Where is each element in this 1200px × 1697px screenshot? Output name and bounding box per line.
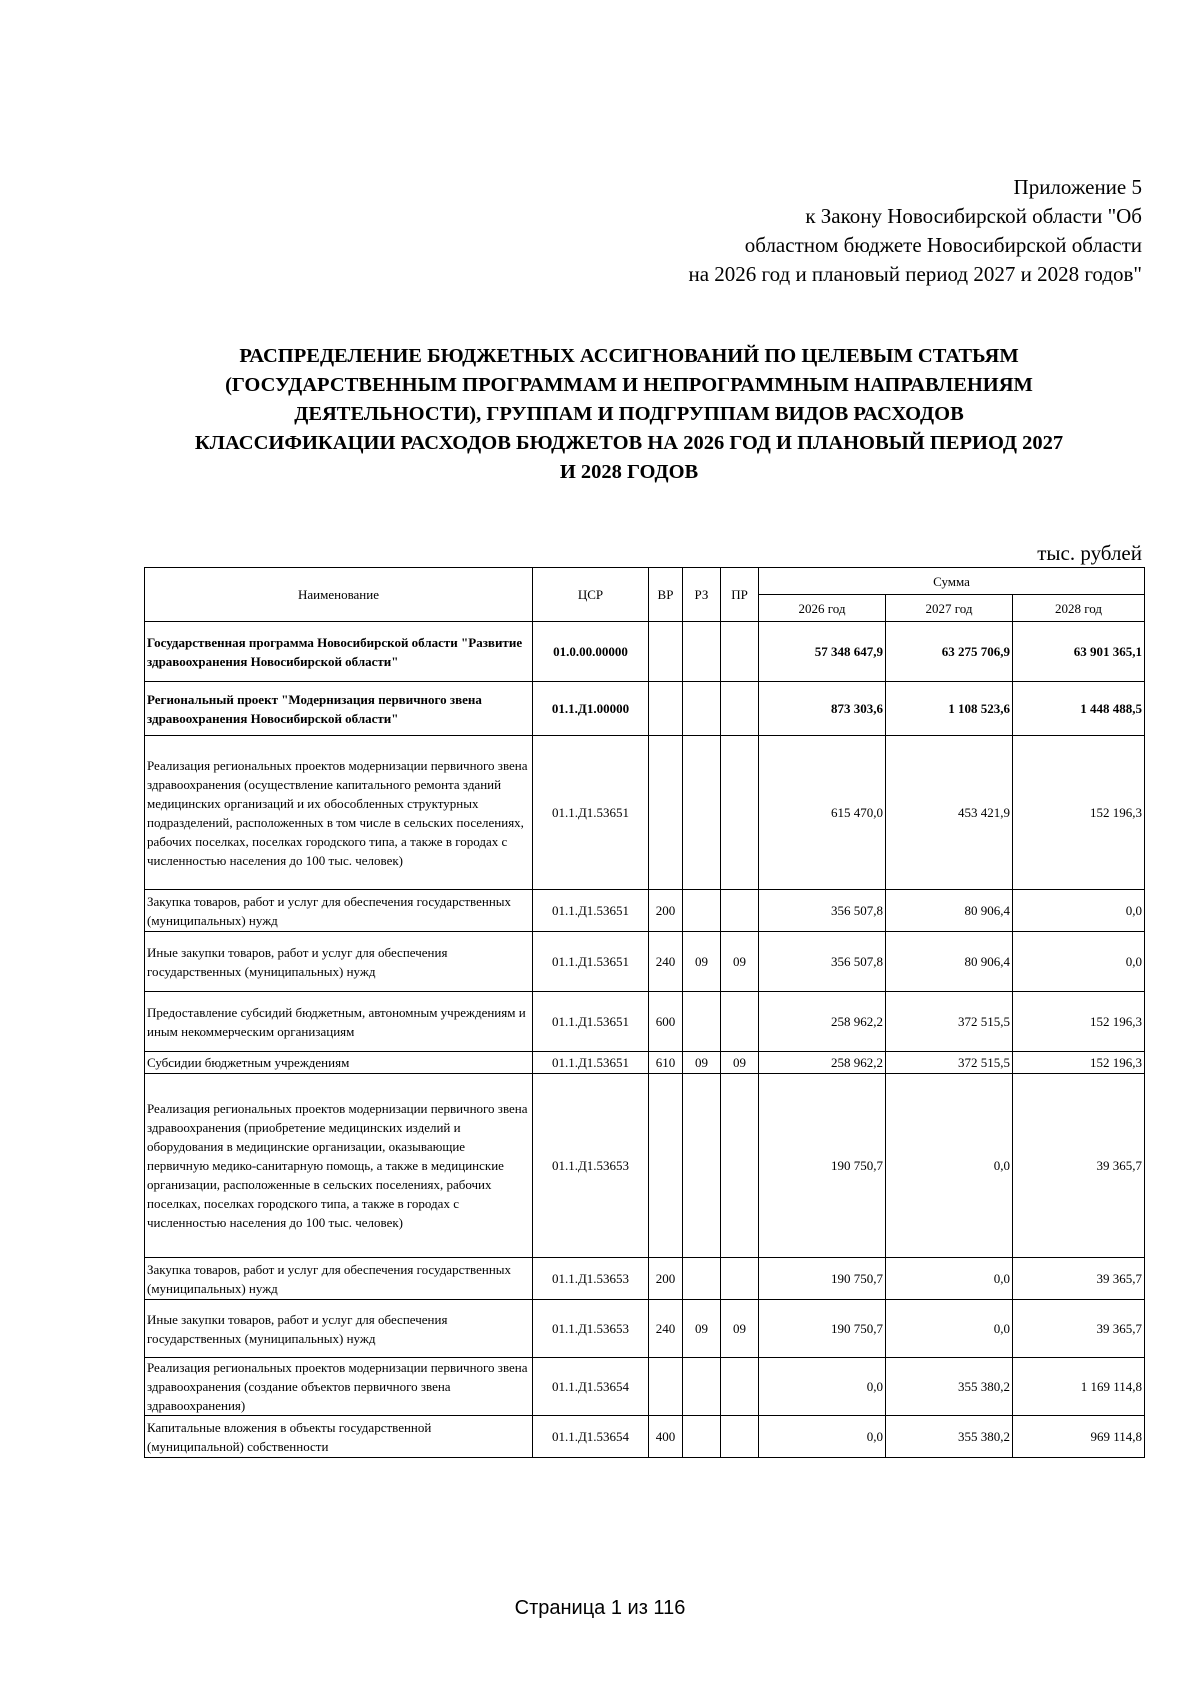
appendix-header: [688, 173, 1142, 289]
cell-rz: [683, 1074, 721, 1258]
cell-2027: 355 380,2: [886, 1416, 1013, 1458]
cell-2028: 0,0: [1013, 890, 1145, 932]
cell-2028: 152 196,3: [1013, 992, 1145, 1052]
cell-name: Реализация региональных проектов модернизации первичного звена здравоохранения (осуществление капитального ремонта зданий медицинских организаций и их обособленных структурных подразделений, расположенных в том числе в сельских поселениях, рабочих поселках, поселках городского типа, а также в городах с численностью населения до 100 тыс. человек): [145, 736, 533, 890]
cell-2026: 356 507,8: [759, 890, 886, 932]
header-year-2028: 2028 год: [1013, 595, 1145, 622]
cell-2026: 258 962,2: [759, 992, 886, 1052]
cell-rz: [683, 1258, 721, 1300]
cell-2026: 873 303,6: [759, 682, 886, 736]
cell-rz: [683, 1416, 721, 1458]
cell-2027: 372 515,5: [886, 1052, 1013, 1074]
cell-pr: [721, 1358, 759, 1416]
cell-rz: [683, 622, 721, 682]
cell-name: Государственная программа Новосибирской области "Развитие здравоохранения Новосибирской области": [145, 622, 533, 682]
cell-pr: [721, 1258, 759, 1300]
cell-name: Предоставление субсидий бюджетным, автономным учреждениям и иным некоммерческим организациям: [145, 992, 533, 1052]
cell-vr: 240: [649, 932, 683, 992]
cell-pr: [721, 682, 759, 736]
cell-vr: [649, 682, 683, 736]
cell-2028: 1 169 114,8: [1013, 1358, 1145, 1416]
cell-2026: 0,0: [759, 1416, 886, 1458]
cell-name: Реализация региональных проектов модернизации первичного звена здравоохранения (создание объектов первичного звена здравоохранения): [145, 1358, 533, 1416]
cell-2027: 453 421,9: [886, 736, 1013, 890]
table-row: [145, 1074, 1145, 1258]
appendix-law-line: областном бюджете Новосибирской области: [744, 233, 1142, 257]
cell-pr: 09: [721, 1300, 759, 1358]
cell-2027: 0,0: [886, 1074, 1013, 1258]
cell-name: Закупка товаров, работ и услуг для обеспечения государственных (муниципальных) нужд: [145, 890, 533, 932]
cell-rz: [683, 1358, 721, 1416]
cell-2026: 190 750,7: [759, 1074, 886, 1258]
cell-2028: 1 448 488,5: [1013, 682, 1145, 736]
cell-vr: [649, 622, 683, 682]
table-body: [145, 622, 1145, 1458]
cell-vr: [649, 1074, 683, 1258]
cell-csr: 01.1.Д1.53651: [533, 992, 649, 1052]
cell-2028: 39 365,7: [1013, 1300, 1145, 1358]
header-year-2027: 2027 год: [886, 595, 1013, 622]
cell-2026: 190 750,7: [759, 1300, 886, 1358]
cell-csr: 01.1.Д1.53653: [533, 1300, 649, 1358]
cell-vr: 600: [649, 992, 683, 1052]
appendix-number: Приложение 5: [1013, 175, 1142, 199]
units-label: тыс. рублей: [1037, 541, 1142, 565]
cell-vr: 610: [649, 1052, 683, 1074]
cell-csr: 01.1.Д1.00000: [533, 682, 649, 736]
budget-table: [144, 567, 1145, 1458]
cell-2026: 615 470,0: [759, 736, 886, 890]
cell-csr: 01.1.Д1.53651: [533, 890, 649, 932]
cell-csr: 01.1.Д1.53651: [533, 1052, 649, 1074]
table-row: [145, 622, 1145, 682]
cell-2026: 258 962,2: [759, 1052, 886, 1074]
table-row: [145, 1052, 1145, 1074]
cell-vr: 200: [649, 890, 683, 932]
cell-csr: 01.1.Д1.53654: [533, 1416, 649, 1458]
title-line: КЛАССИФИКАЦИИ РАСХОДОВ БЮДЖЕТОВ НА 2026 ГОД И ПЛАНОВЫЙ ПЕРИОД 2027: [194, 432, 1064, 454]
table-row: [145, 1300, 1145, 1358]
cell-csr: 01.1.Д1.53653: [533, 1074, 649, 1258]
document-title: [140, 342, 1118, 487]
cell-name: Иные закупки товаров, работ и услуг для обеспечения государственных (муниципальных) нужд: [145, 932, 533, 992]
page-number: Страница 1 из 116: [514, 1597, 686, 1619]
cell-pr: [721, 992, 759, 1052]
cell-rz: [683, 992, 721, 1052]
cell-pr: 09: [721, 1052, 759, 1074]
header-csr: ЦСР: [533, 568, 649, 622]
cell-csr: 01.0.00.00000: [533, 622, 649, 682]
cell-2027: 80 906,4: [886, 890, 1013, 932]
cell-pr: [721, 1416, 759, 1458]
cell-2028: 152 196,3: [1013, 736, 1145, 890]
cell-2028: 63 901 365,1: [1013, 622, 1145, 682]
appendix-law-line: к Закону Новосибирской области "Об: [805, 204, 1142, 228]
title-line: РАСПРЕДЕЛЕНИЕ БЮДЖЕТНЫХ АССИГНОВАНИЙ ПО ЦЕЛЕВЫМ СТАТЬЯМ: [239, 345, 1019, 367]
table-row: [145, 736, 1145, 890]
cell-pr: 09: [721, 932, 759, 992]
cell-2028: 0,0: [1013, 932, 1145, 992]
cell-rz: 09: [683, 932, 721, 992]
cell-name: Субсидии бюджетным учреждениям: [145, 1052, 533, 1074]
cell-2026: 356 507,8: [759, 932, 886, 992]
cell-pr: [721, 622, 759, 682]
header-year-2026: 2026 год: [759, 595, 886, 622]
title-line: (ГОСУДАРСТВЕННЫМ ПРОГРАММАМ И НЕПРОГРАММНЫМ НАПРАВЛЕНИЯМ: [225, 374, 1033, 396]
cell-2027: 355 380,2: [886, 1358, 1013, 1416]
cell-2027: 0,0: [886, 1300, 1013, 1358]
cell-vr: [649, 736, 683, 890]
cell-2027: 372 515,5: [886, 992, 1013, 1052]
cell-2027: 63 275 706,9: [886, 622, 1013, 682]
table-row: [145, 1416, 1145, 1458]
cell-2027: 1 108 523,6: [886, 682, 1013, 736]
cell-pr: [721, 1074, 759, 1258]
cell-csr: 01.1.Д1.53651: [533, 932, 649, 992]
table-row: [145, 992, 1145, 1052]
cell-name: Реализация региональных проектов модернизации первичного звена здравоохранения (приобретение медицинских изделий и оборудования в медицинские организации, оказывающие первичную медико-санитарную помощь, а также в медицинские организации, расположенные в сельских поселениях, рабочих поселках, поселках городского типа, а также в городах с численностью населения до 100 тыс. человек): [145, 1074, 533, 1258]
cell-rz: [683, 736, 721, 890]
cell-2027: 0,0: [886, 1258, 1013, 1300]
cell-vr: [649, 1358, 683, 1416]
cell-2028: 152 196,3: [1013, 1052, 1145, 1074]
table-row: [145, 932, 1145, 992]
cell-2028: 969 114,8: [1013, 1416, 1145, 1458]
appendix-law-line: на 2026 год и плановый период 2027 и 2028 годов": [688, 262, 1142, 286]
cell-2026: 57 348 647,9: [759, 622, 886, 682]
cell-rz: 09: [683, 1052, 721, 1074]
cell-vr: 200: [649, 1258, 683, 1300]
cell-vr: 240: [649, 1300, 683, 1358]
cell-rz: 09: [683, 1300, 721, 1358]
cell-name: Капитальные вложения в объекты государственной (муниципальной) собственности: [145, 1416, 533, 1458]
header-vr: ВР: [649, 568, 683, 622]
cell-rz: [683, 890, 721, 932]
cell-vr: 400: [649, 1416, 683, 1458]
cell-2028: 39 365,7: [1013, 1258, 1145, 1300]
table-row: [145, 890, 1145, 932]
cell-name: Иные закупки товаров, работ и услуг для обеспечения государственных (муниципальных) нужд: [145, 1300, 533, 1358]
table-row: [145, 682, 1145, 736]
title-line: ДЕЯТЕЛЬНОСТИ), ГРУППАМ И ПОДГРУППАМ ВИДОВ РАСХОДОВ: [294, 403, 964, 425]
cell-csr: 01.1.Д1.53651: [533, 736, 649, 890]
table-row: [145, 1358, 1145, 1416]
header-sum: Сумма: [759, 568, 1145, 595]
cell-2026: 190 750,7: [759, 1258, 886, 1300]
cell-csr: 01.1.Д1.53654: [533, 1358, 649, 1416]
header-name: Наименование: [145, 568, 533, 622]
title-line: И 2028 ГОДОВ: [559, 461, 699, 483]
cell-2027: 80 906,4: [886, 932, 1013, 992]
cell-csr: 01.1.Д1.53653: [533, 1258, 649, 1300]
cell-2028: 39 365,7: [1013, 1074, 1145, 1258]
header-pr: ПР: [721, 568, 759, 622]
table-row: [145, 1258, 1145, 1300]
cell-name: Закупка товаров, работ и услуг для обеспечения государственных (муниципальных) нужд: [145, 1258, 533, 1300]
header-rz: РЗ: [683, 568, 721, 622]
cell-name: Региональный проект "Модернизация первичного звена здравоохранения Новосибирской области": [145, 682, 533, 736]
cell-rz: [683, 682, 721, 736]
cell-pr: [721, 890, 759, 932]
cell-2026: 0,0: [759, 1358, 886, 1416]
cell-pr: [721, 736, 759, 890]
